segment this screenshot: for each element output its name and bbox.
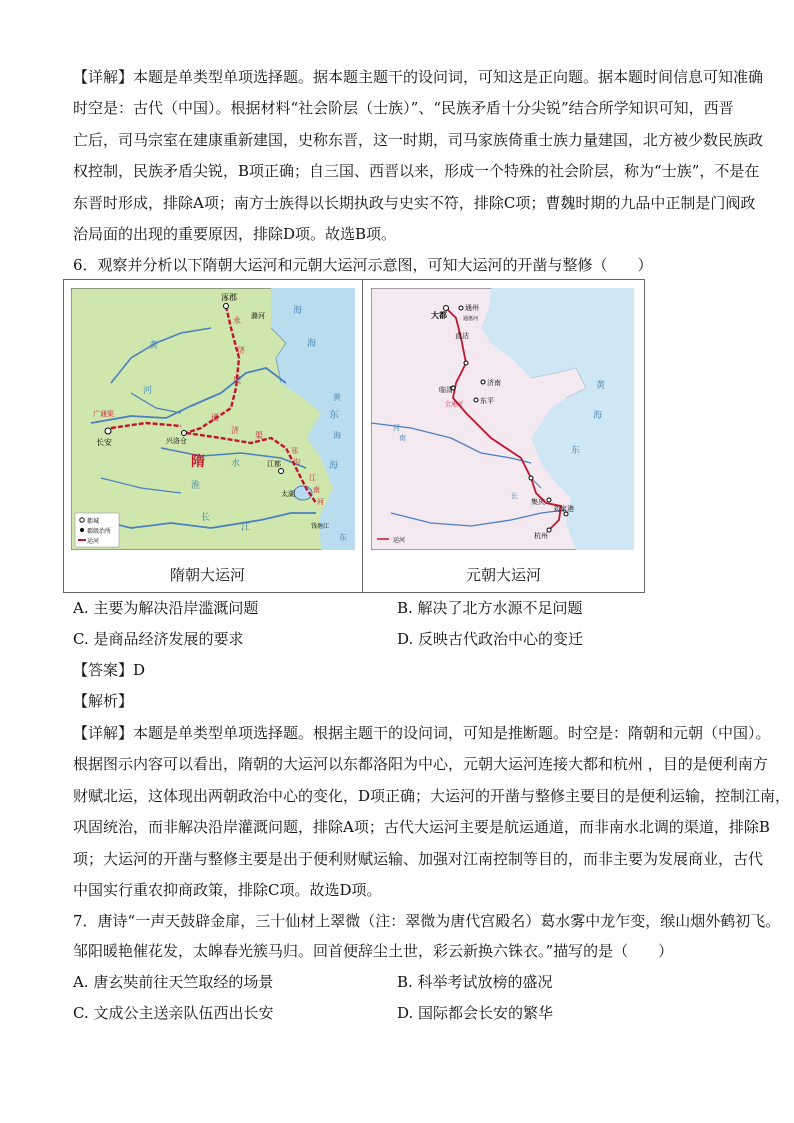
q6-detail-line: 中国实行重农抑商政策，排除C项。故选D项。 [73, 881, 382, 899]
map-label-shui: 水 [231, 459, 241, 469]
map-label-hangou: 沟 [293, 458, 300, 466]
q6-detail-line: 【详解】本题是单类型单项选择题。根据主题干的设问词，可知是推断题。时空是：隋朝和元朝（中国）。 [73, 724, 771, 742]
q7-stem-line: 邹阳暖艳催花发，太皞春光簇马归。回首便辞尘土世，彩云新换六铢衣。”描写的是（ ） [73, 942, 674, 960]
map-label-nan: 南 [399, 434, 406, 442]
map-label-yi: 长 [511, 492, 518, 500]
map-label-sea: 海 [293, 306, 303, 316]
map-label-jiangnan: 南 [313, 486, 320, 494]
map-label-huang: 黄 [149, 341, 159, 351]
map-label-dong-bottom: 东 [339, 533, 347, 542]
map-label-hangou: 邗 [291, 447, 298, 455]
q6-answer: 【答案】D [73, 661, 146, 679]
q5-explanation-line: 亡后，司马宗室在建康重新建国，史称东晋，这一时期，司马家族倚重士族力量建国，北方被少数民族政 [73, 131, 764, 149]
map-label-he: 河 [143, 386, 153, 396]
map-label-dong: 东 [571, 446, 581, 456]
q7-option-b: B. 科举考试放榜的盛况 [397, 973, 553, 991]
q6-option-b: B. 解决了北方水源不足问题 [397, 599, 583, 617]
map-label-tongji: 渠 [255, 431, 263, 440]
map-label-tongzhou: 通州 [465, 304, 479, 312]
sui-map-caption: 隋朝大运河 [170, 566, 246, 584]
legend-canal-yuan: 运河 [393, 537, 406, 544]
q5-explanation-line: 【详解】本题是单类型单项选择题。据本题主题干的设问词，可知这是正向题。据本题时间信息可知准确 [73, 68, 764, 86]
map-label-huai: 淮 [191, 481, 201, 491]
map-label-dong: 东 [329, 410, 339, 421]
q7-option-c: C. 文成公主送亲队伍西出长安 [73, 1004, 274, 1022]
q6-option-c: C. 是商品经济发展的要求 [73, 630, 244, 648]
canal-maps-figure [63, 279, 645, 593]
map-label-jiangnan: 江 [309, 474, 316, 482]
yuan-canal-map [371, 288, 634, 550]
q6-option-a: A. 主要为解决沿岸滥溉问题 [73, 599, 259, 617]
yuan-map-caption: 元朝大运河 [466, 566, 542, 584]
map-label-qiantang: 钱塘江 [311, 523, 330, 530]
map-label-tongji: 通 [211, 413, 219, 422]
map-label-jiang: 江 [241, 523, 251, 533]
q7-option-a: A. 唐玄奘前往天竺取经的场景 [73, 973, 274, 991]
q6-stem: 6．观察并分析以下隋朝大运河和元朝大运河示意图，可知大运河的开凿与整修（ ） [73, 256, 653, 274]
q6-analysis-title: 【解析】 [73, 692, 134, 710]
q6-detail-line: 项；大运河的开凿与整修主要是出于便利财赋运输、加强对江南控制等目的，而非主要为发展商业，古代 [73, 850, 764, 868]
q6-option-d: D. 反映古代政治中心的变迁 [397, 630, 584, 648]
map-label-tonghui: 通惠河 [463, 316, 479, 322]
map-label-liujiagang: 刘家港 [553, 505, 574, 513]
q5-explanation-line: 治局面的出现的重要原因，排除D项。故选B项。 [73, 225, 397, 243]
map-divider [362, 280, 363, 592]
q5-explanation-line: 时空是：古代（中国）。根据材料“社会阶层（士族）”、“民族矛盾十分尖锐”结合所学知识可知，西晋 [73, 99, 734, 117]
map-label-jiangdu: 江都 [267, 460, 281, 468]
q7-option-d: D. 国际都会长安的繁华 [397, 1004, 554, 1022]
q6-detail-line: 根据图示内容可以看出，隋朝的大运河以东都洛阳为中心，元朝大运河连接大都和杭州 ，目的是便利南方 [73, 755, 768, 773]
map-label-hai: 海 [593, 411, 603, 421]
map-label-guangtong: 广通渠 [93, 410, 114, 418]
sui-canal-map [71, 288, 355, 550]
map-label-sea: 海 [307, 339, 317, 349]
map-label-huitong: 会通河 [445, 401, 464, 408]
map-label-linqing: 临清 [439, 386, 453, 394]
map-label-huang2: 黄 [333, 393, 341, 402]
legend-prefecture: 郡级治所 [87, 528, 112, 535]
map-label-sea: 海 [333, 431, 341, 440]
q6-detail-line: 巩固统治，而非解决沿岸灌溉问题，排除A项；古代大运河主要是航运通道，而非南水北调的渠道，排除B [73, 818, 770, 836]
map-label-jinan: 济南 [487, 379, 501, 387]
map-label-yongji: 永 [233, 316, 241, 325]
map-label-luhe: 潞河 [251, 312, 265, 320]
map-label-sea: 海 [329, 461, 339, 471]
map-label-zhigu: 直沽 [455, 332, 469, 340]
map-label-changan: 长安 [96, 438, 112, 447]
map-label-yongji: 渠 [233, 376, 241, 385]
map-label-dadu: 大都 [431, 311, 447, 320]
map-label-xingluocang: 兴洛仓 [166, 437, 187, 445]
q7-stem-line: 7．唐诗“一声天鼓辟金扉，三十仙材上翠微（注：翠微为唐代宫殿名）葛水雾中龙乍变，缑山烟外鹤初飞。 [73, 912, 781, 930]
map-label-tongji: 济 [231, 426, 239, 435]
map-label-chang: 长 [201, 513, 211, 523]
map-label-dongping: 东平 [480, 397, 494, 405]
q6-detail-line: 财赋北运，这体现出两朝政治中心的变化，D项正确；大运河的开凿与整修主要目的是便利运输，控制江南， [73, 787, 791, 805]
map-label-hangzhou: 杭州 [534, 532, 548, 540]
q5-explanation-line: 权控制，民族矛盾尖锐，B项正确；自三国、西晋以来，形成一个特殊的社会阶层，称为“士族”，不是在 [73, 162, 760, 180]
q5-explanation-line: 东晋时形成，排除A项；南方士族得以长期执政与史实不符，排除C项；曹魏时期的九品中正制是门阀政 [73, 194, 756, 212]
map-label-sui: 隋 [191, 454, 205, 470]
map-label-he: 河 [393, 424, 400, 432]
map-label-huang: 黄 [596, 381, 606, 391]
map-label-jiangnan: 河 [317, 498, 324, 506]
map-label-zhuojun: 涿郡 [221, 293, 237, 302]
map-label-yongji: 济 [237, 346, 245, 355]
map-label-taihu: 太湖 [281, 490, 295, 498]
map-label-jiqing: 集庆 [531, 498, 545, 506]
legend-capital: 都城 [87, 518, 100, 525]
legend-canal: 运河 [87, 538, 100, 545]
